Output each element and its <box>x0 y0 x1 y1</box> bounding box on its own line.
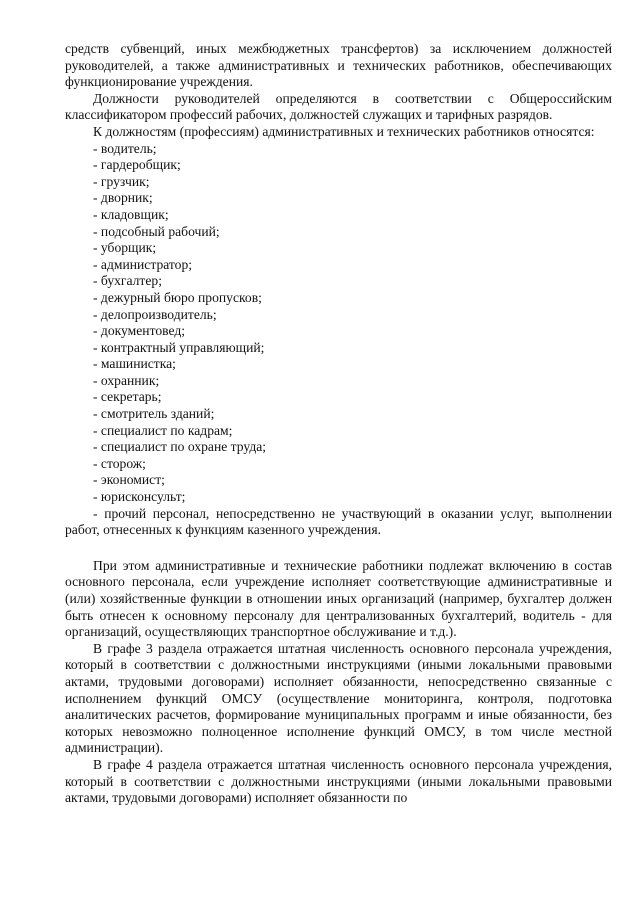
list-item: - кладовщик; <box>93 206 169 222</box>
list-item: - сторож; <box>93 455 146 471</box>
list-item: - администратор; <box>93 256 193 272</box>
list-item: - гардеробщик; <box>93 157 181 173</box>
list-item: - смотритель зданий; <box>93 406 215 422</box>
list-item: - экономист; <box>93 472 165 488</box>
intro-paragraph: средств субвенций, иных межбюджетных трансфертов) за исключением должностей руководителей, а также административных и технических работников, обеспечивающих функционирование учреждения. <box>65 41 612 90</box>
list-item: - водитель; <box>93 140 157 156</box>
column-4-paragraph: В графе 4 раздела отражается штатная численность основного персонала учреждения, который в соответствии с должностными инструкциями (иными локальными правовыми актами, трудовыми договорами) исполняет обязанности по <box>65 756 612 806</box>
list-item: - уборщик; <box>93 240 157 256</box>
list-item: - специалист по охране труда; <box>93 439 267 455</box>
core-staff-paragraph: При этом административные и технические работники подлежат включению в состав основного персонала, если учреждение исполняет соответствующие административные и (или) хозяйственные функции в отношении иных организаций (например, бухгалтер должен быть отнесен к основному персоналу для централизованных бухгалтерий, водитель - для организаций, осуществляющих транспортное обслуживание и т.д.). <box>65 557 612 640</box>
list-item: - делопроизводитель; <box>93 306 217 322</box>
positions-list <box>65 141 612 506</box>
managers-paragraph: Должности руководителей определяются в соответствии с Общероссийским классификатором профессий рабочих, должностей служащих и тарифных разрядов. <box>65 90 612 123</box>
list-item: - подсобный рабочий; <box>93 223 220 239</box>
list-item: - грузчик; <box>93 173 150 189</box>
column-3-paragraph: В графе 3 раздела отражается штатная численность основного персонала учреждения, который в соответствии с должностными инструкциями (иными локальными правовыми актами, трудовыми договорами) исполняет обязанности, непосредственно связанные с исполнением функций ОМСУ (осуществление мониторинга, контроля, подготовка аналитических расчетов, формирование муниципальных программ и иные обязанности, без которых невозможно полноценное исполнение функций ОМСУ, в том числе местной администрации). <box>65 640 612 756</box>
list-item: - дворник; <box>93 190 153 206</box>
list-item: - контрактный управляющий; <box>93 339 265 355</box>
list-item: - машинистка; <box>93 356 176 372</box>
list-intro-paragraph: К должностям (профессиям) административных и технических работников относятся: <box>93 123 595 139</box>
list-item: - документовед; <box>93 323 186 339</box>
list-item: - охранник; <box>93 372 160 388</box>
list-item: - специалист по кадрам; <box>93 422 233 438</box>
list-item: - дежурный бюро пропусков; <box>93 289 262 305</box>
paragraph-gap <box>65 539 612 558</box>
list-item: - юрисконсульт; <box>93 489 186 505</box>
list-item: - бухгалтер; <box>93 273 162 289</box>
list-last-item: - прочий персонал, непосредственно не участвующий в оказании услуг, выполнении работ, отнесенных к функциям казенного учреждения. <box>65 505 612 538</box>
list-item: - секретарь; <box>93 389 162 405</box>
